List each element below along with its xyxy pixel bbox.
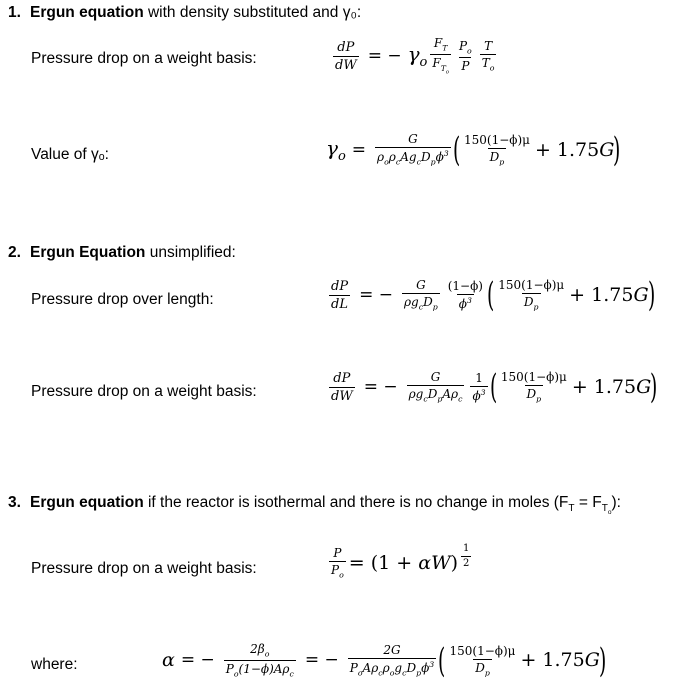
eq2-g-fraction: $\frac{G}{\rho_o\rho_cAg_cD_p\phi^3}$ (377, 132, 449, 167)
section-number: 1. (8, 4, 21, 21)
eq6-bracket-fraction: $\frac{150(1-\phi)\mu}{D_p}$ (449, 643, 516, 677)
section-title-bold: Ergun equation (30, 494, 144, 511)
section-title-bold: Ergun equation (30, 4, 144, 21)
eq2-tail: + 1.75G (534, 138, 615, 161)
section-number: 2. (8, 244, 21, 261)
eq3-lhs-fraction: $\frac{dP}{dL}$ (331, 278, 349, 312)
eq3-formula: $\frac{dP}{dL}$ = − $\frac{G}{\rho g_cD_p}$ $\frac{(1-\phi)}{\phi^3}$ ( $\frac{150(1-\phi)\mu}{D_p}$ + 1.75G ) (331, 275, 655, 315)
eq2-lhs: $\gamma_o$ (326, 135, 346, 164)
eq1-t-fraction: $\frac{T}{T_o}$ (481, 39, 495, 73)
eq4-formula: $\frac{dP}{dW}$ = − $\frac{G}{\rho g_cD_pA\rho_c}$ $\frac{1}{\phi^3}$ ( $\frac{150(1-\phi)\mu}{D_p}$ + 1.75G ) (331, 367, 658, 407)
eq5-rhs: = (1 + αW) (348, 551, 459, 574)
eq4-one-fraction: $\frac{1}{\phi^3}$ (472, 371, 486, 403)
eq6-label: where: (31, 656, 78, 673)
eq3-g-fraction: $\frac{G}{\rho g_cD_p}$ (403, 277, 438, 312)
eq2-label: Value of γₒ: (31, 146, 109, 163)
eq4-label: Pressure drop on a weight basis: (31, 383, 257, 400)
section-title-rest: if the reactor is isothermal and there is no change in moles $(F_T = F_{T_o})$: (143, 494, 621, 517)
section-title-bold: Ergun Equation (30, 244, 146, 261)
eq5-exponent: $\frac{1}{2}$ (463, 542, 470, 569)
eq6-beta-fraction: $\frac{2\beta_o}{P_o(1-\phi)A\rho_c}$ (225, 642, 294, 679)
section-number: 3. (8, 494, 21, 511)
eq5-label: Pressure drop on a weight basis: (31, 560, 257, 577)
eq5-formula (326, 542, 474, 580)
eq2-formula: $\gamma_o$ = $\frac{G}{\rho_o\rho_cAg_cD_p\phi^3}$ ( $\frac{150(1-\phi)\mu}{D_p}$ + 1.75G ) (326, 130, 621, 170)
section-2-heading (8, 244, 236, 262)
eq3-phi-fraction: $\frac{(1-\phi)}{\phi^3}$ (447, 279, 483, 311)
section-title-rest: unsimplified: (145, 244, 236, 261)
eq4-lhs-fraction: $\frac{dP}{dW}$ (331, 370, 353, 404)
eq1-equals-minus: = − (367, 45, 402, 66)
eq3-label: Pressure drop over length: (31, 291, 214, 308)
eq5-lhs-fraction: $\frac{P}{P_o}$ (331, 546, 344, 580)
eq1-p-fraction: $\frac{P_o}{P}$ (458, 39, 472, 74)
eq1-lhs-num: dP (337, 39, 355, 55)
eq3-bracket-fraction: $\frac{150(1-\phi)\mu}{D_p}$ (498, 277, 565, 312)
eq2-bracket-fraction: $\frac{150(1-\phi)\mu}{D_p}$ (464, 132, 530, 167)
section-title-rest: with density substituted and γ₀: (143, 4, 362, 21)
eq6-g-fraction: $\frac{2G}{P_oA\rho_c\rho_og_cD_p\phi^3}$ (349, 643, 435, 678)
eq1-lhs-fraction (333, 41, 359, 72)
section-3-heading (8, 494, 621, 516)
eq1-lhs-den: dW (335, 57, 357, 73)
section-1-heading (8, 4, 361, 22)
eq6-formula: α = − $\frac{2\beta_o}{P_o(1-\phi)A\rho_c}$ = − $\frac{2G}{P_oA\rho_c\rho_og_cD_p\phi^3}$ ( $\frac{150(1-\phi)\mu}{D_p}$ + 1.75G ) (162, 640, 607, 681)
eq1-label: Pressure drop on a weight basis: (31, 50, 257, 67)
eq1-ft-fraction: $\frac{F_T}{F_{T_o}}$ (432, 36, 449, 76)
eq1-gamma: $\gamma_o$ (407, 41, 428, 70)
eq4-g-fraction: $\frac{G}{\rho g_cD_pA\rho_c}$ (408, 369, 463, 404)
eq1-formula (330, 37, 499, 75)
eq4-bracket-fraction: $\frac{150(1-\phi)\mu}{D_p}$ (500, 369, 567, 404)
